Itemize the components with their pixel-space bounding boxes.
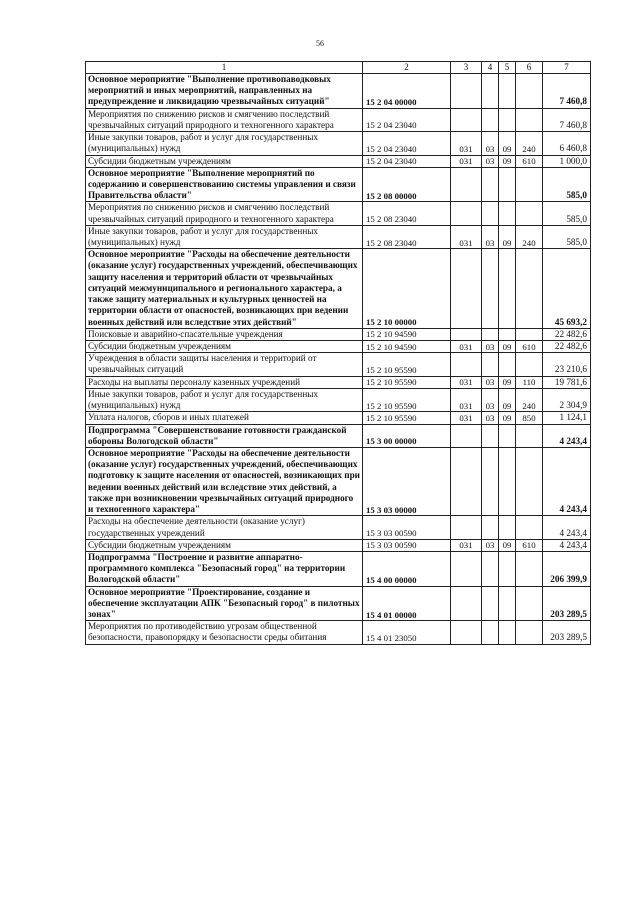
target-code-cell: 15 2 10 95590 [363, 412, 451, 424]
item-name-cell: Подпрограмма "Построение и развитие аппаратно-программного комплекса "Безопасный город" на территории Вологодской области" [86, 551, 363, 586]
section-code-cell [482, 551, 499, 586]
section-code-cell: 03 [482, 155, 499, 167]
table-row [86, 249, 591, 329]
section-code-cell [482, 424, 499, 447]
item-name-cell: Учреждения в области защиты населения и территорий от чрезвычайных ситуаций [86, 353, 363, 376]
department-code-cell [451, 202, 482, 225]
subsection-code-cell: 09 [499, 376, 516, 388]
expense-type-cell [516, 249, 543, 329]
department-code-cell: 031 [451, 388, 482, 411]
item-name-cell: Иные закупки товаров, работ и услуг для государственных (муниципальных) нужд [86, 388, 363, 411]
target-code-cell: 15 2 04 23040 [363, 132, 451, 155]
header-cell: 4 [482, 62, 499, 74]
department-code-cell [451, 167, 482, 202]
section-code-cell [482, 108, 499, 131]
table-header-row [86, 62, 591, 74]
target-code-cell: 15 4 01 23050 [363, 621, 451, 644]
table-row [86, 586, 591, 621]
expense-type-cell: 610 [516, 155, 543, 167]
target-code-cell: 15 3 03 00590 [363, 516, 451, 539]
subsection-code-cell [499, 108, 516, 131]
table-row [86, 328, 591, 340]
subsection-code-cell: 09 [499, 132, 516, 155]
expense-type-cell: 240 [516, 132, 543, 155]
section-code-cell: 03 [482, 412, 499, 424]
item-name-cell: Уплата налогов, сборов и иных платежей [86, 412, 363, 424]
item-name-cell: Основное мероприятие "Расходы на обеспечение деятельности (оказание услуг) государственных учреждений, обеспечивающих подготовку к защите населения от опасностей, возникающих при ведении военных действий или вследствие этих действий, а также при возникновении чрезвычайных ситуаций природного и техногенного характера" [86, 447, 363, 515]
amount-cell: 585,0 [543, 225, 591, 248]
expense-type-cell [516, 353, 543, 376]
item-name-cell: Мероприятия по снижению рисков и смягчению последствий чрезвычайных ситуаций природного и техногенного характера [86, 202, 363, 225]
subsection-code-cell: 09 [499, 388, 516, 411]
item-name-cell: Поисковые и аварийно-спасательные учреждения [86, 328, 363, 340]
expense-type-cell: 610 [516, 539, 543, 551]
amount-cell: 22 482,6 [543, 328, 591, 340]
table-row [86, 353, 591, 376]
table-row [86, 551, 591, 586]
table-row [86, 376, 591, 388]
section-code-cell [482, 73, 499, 108]
department-code-cell [451, 328, 482, 340]
target-code-cell: 15 2 10 94590 [363, 341, 451, 353]
amount-cell: 203 289,5 [543, 586, 591, 621]
section-code-cell [482, 328, 499, 340]
section-code-cell: 03 [482, 539, 499, 551]
target-code-cell: 15 2 10 95590 [363, 353, 451, 376]
table-row [86, 73, 591, 108]
target-code-cell: 15 2 10 95590 [363, 376, 451, 388]
table-row [86, 447, 591, 515]
table-row [86, 388, 591, 411]
amount-cell: 4 243,4 [543, 516, 591, 539]
table-row [86, 412, 591, 424]
amount-cell: 4 243,4 [543, 539, 591, 551]
page-number: 56 [316, 39, 324, 48]
item-name-cell: Субсидии бюджетным учреждениям [86, 155, 363, 167]
expense-type-cell [516, 73, 543, 108]
amount-cell: 45 693,2 [543, 249, 591, 329]
target-code-cell: 15 2 08 00000 [363, 167, 451, 202]
department-code-cell [451, 586, 482, 621]
target-code-cell: 15 2 10 95590 [363, 388, 451, 411]
department-code-cell [451, 73, 482, 108]
amount-cell: 1 124,1 [543, 412, 591, 424]
subsection-code-cell [499, 516, 516, 539]
subsection-code-cell [499, 353, 516, 376]
table-row [86, 202, 591, 225]
subsection-code-cell [499, 328, 516, 340]
department-code-cell: 031 [451, 341, 482, 353]
expense-type-cell [516, 167, 543, 202]
expense-type-cell: 240 [516, 225, 543, 248]
table-row [86, 225, 591, 248]
department-code-cell: 031 [451, 376, 482, 388]
target-code-cell: 15 3 00 00000 [363, 424, 451, 447]
section-code-cell [482, 516, 499, 539]
department-code-cell [451, 249, 482, 329]
expense-type-cell [516, 202, 543, 225]
expense-type-cell [516, 424, 543, 447]
expense-type-cell [516, 447, 543, 515]
subsection-code-cell [499, 202, 516, 225]
subsection-code-cell [499, 586, 516, 621]
target-code-cell: 15 4 00 00000 [363, 551, 451, 586]
expense-type-cell [516, 551, 543, 586]
header-cell: 3 [451, 62, 482, 74]
header-cell: 5 [499, 62, 516, 74]
item-name-cell: Основное мероприятие "Выполнение противопаводковых мероприятий и иных мероприятий, направленных на предупреждение и ликвидацию чрезвычайных ситуаций" [86, 73, 363, 108]
section-code-cell: 03 [482, 341, 499, 353]
header-cell: 7 [543, 62, 591, 74]
department-code-cell [451, 353, 482, 376]
section-code-cell [482, 621, 499, 644]
subsection-code-cell [499, 249, 516, 329]
expense-type-cell [516, 328, 543, 340]
amount-cell: 7 460,8 [543, 73, 591, 108]
section-code-cell [482, 202, 499, 225]
target-code-cell: 15 3 03 00590 [363, 539, 451, 551]
item-name-cell: Основное мероприятие "Проектирование, создание и обеспечение эксплуатации АПК "Безопасный город" в пилотных зонах" [86, 586, 363, 621]
target-code-cell: 15 4 01 00000 [363, 586, 451, 621]
expense-type-cell: 110 [516, 376, 543, 388]
amount-cell: 4 243,4 [543, 424, 591, 447]
subsection-code-cell [499, 167, 516, 202]
amount-cell: 4 243,4 [543, 447, 591, 515]
target-code-cell: 15 2 08 23040 [363, 225, 451, 248]
expense-type-cell: 850 [516, 412, 543, 424]
subsection-code-cell: 09 [499, 539, 516, 551]
expense-type-cell: 610 [516, 341, 543, 353]
amount-cell: 1 000,0 [543, 155, 591, 167]
target-code-cell: 15 2 10 00000 [363, 249, 451, 329]
header-cell: 2 [363, 62, 451, 74]
item-name-cell: Подпрограмма "Совершенствование готовности гражданской обороны Вологодской области" [86, 424, 363, 447]
table-row [86, 516, 591, 539]
subsection-code-cell [499, 73, 516, 108]
table-row [86, 108, 591, 131]
expense-type-cell: 240 [516, 388, 543, 411]
department-code-cell [451, 551, 482, 586]
expense-type-cell [516, 586, 543, 621]
department-code-cell [451, 108, 482, 131]
target-code-cell: 15 2 04 00000 [363, 73, 451, 108]
table-row [86, 341, 591, 353]
section-code-cell: 03 [482, 132, 499, 155]
budget-table [85, 61, 591, 645]
table-row [86, 132, 591, 155]
subsection-code-cell: 09 [499, 225, 516, 248]
header-cell: 1 [86, 62, 363, 74]
subsection-code-cell [499, 424, 516, 447]
subsection-code-cell: 09 [499, 155, 516, 167]
section-code-cell [482, 167, 499, 202]
expense-type-cell [516, 516, 543, 539]
item-name-cell: Иные закупки товаров, работ и услуг для государственных (муниципальных) нужд [86, 225, 363, 248]
department-code-cell: 031 [451, 539, 482, 551]
item-name-cell: Субсидии бюджетным учреждениям [86, 341, 363, 353]
department-code-cell: 031 [451, 132, 482, 155]
amount-cell: 585,0 [543, 167, 591, 202]
target-code-cell: 15 2 04 23040 [363, 108, 451, 131]
item-name-cell: Мероприятия по снижению рисков и смягчению последствий чрезвычайных ситуаций природного и техногенного характера [86, 108, 363, 131]
amount-cell: 6 460,8 [543, 132, 591, 155]
amount-cell: 22 482,6 [543, 341, 591, 353]
table-row [86, 621, 591, 644]
subsection-code-cell [499, 551, 516, 586]
table-row [86, 539, 591, 551]
section-code-cell: 03 [482, 388, 499, 411]
section-code-cell [482, 249, 499, 329]
target-code-cell: 15 2 10 94590 [363, 328, 451, 340]
department-code-cell [451, 621, 482, 644]
department-code-cell [451, 447, 482, 515]
item-name-cell: Расходы на обеспечение деятельности (оказание услуг) государственных учреждений [86, 516, 363, 539]
department-code-cell: 031 [451, 412, 482, 424]
section-code-cell [482, 353, 499, 376]
subsection-code-cell [499, 447, 516, 515]
table-row [86, 167, 591, 202]
header-cell: 6 [516, 62, 543, 74]
item-name-cell: Мероприятия по противодействию угрозам общественной безопасности, правопорядку и безопасности среды обитания [86, 621, 363, 644]
target-code-cell: 15 2 04 23040 [363, 155, 451, 167]
amount-cell: 7 460,8 [543, 108, 591, 131]
amount-cell: 23 210,6 [543, 353, 591, 376]
section-code-cell [482, 586, 499, 621]
item-name-cell: Расходы на выплаты персоналу казенных учреждений [86, 376, 363, 388]
expense-type-cell [516, 621, 543, 644]
section-code-cell [482, 447, 499, 515]
subsection-code-cell: 09 [499, 341, 516, 353]
item-name-cell: Основное мероприятие "Выполнение мероприятий по содержанию и совершенствованию системы управления и связи Правительства области" [86, 167, 363, 202]
target-code-cell: 15 2 08 23040 [363, 202, 451, 225]
amount-cell: 2 304,9 [543, 388, 591, 411]
subsection-code-cell: 09 [499, 412, 516, 424]
department-code-cell: 031 [451, 225, 482, 248]
amount-cell: 19 781,6 [543, 376, 591, 388]
target-code-cell: 15 3 03 00000 [363, 447, 451, 515]
item-name-cell: Иные закупки товаров, работ и услуг для государственных (муниципальных) нужд [86, 132, 363, 155]
expense-type-cell [516, 108, 543, 131]
amount-cell: 203 289,5 [543, 621, 591, 644]
amount-cell: 585,0 [543, 202, 591, 225]
section-code-cell: 03 [482, 376, 499, 388]
section-code-cell: 03 [482, 225, 499, 248]
item-name-cell: Основное мероприятие "Расходы на обеспечение деятельности (оказание услуг) государственных учреждений, обеспечивающих защиту населения и территорий области от чрезвычайных ситуаций межмуниципального и регионального характера, а также защиту материальных и культурных ценностей на территории области от опасностей, возникающих при ведении военных действий или вследствие этих действий" [86, 249, 363, 329]
department-code-cell: 031 [451, 155, 482, 167]
table-row [86, 155, 591, 167]
subsection-code-cell [499, 621, 516, 644]
table-row [86, 424, 591, 447]
department-code-cell [451, 516, 482, 539]
item-name-cell: Субсидии бюджетным учреждениям [86, 539, 363, 551]
department-code-cell [451, 424, 482, 447]
amount-cell: 206 399,9 [543, 551, 591, 586]
